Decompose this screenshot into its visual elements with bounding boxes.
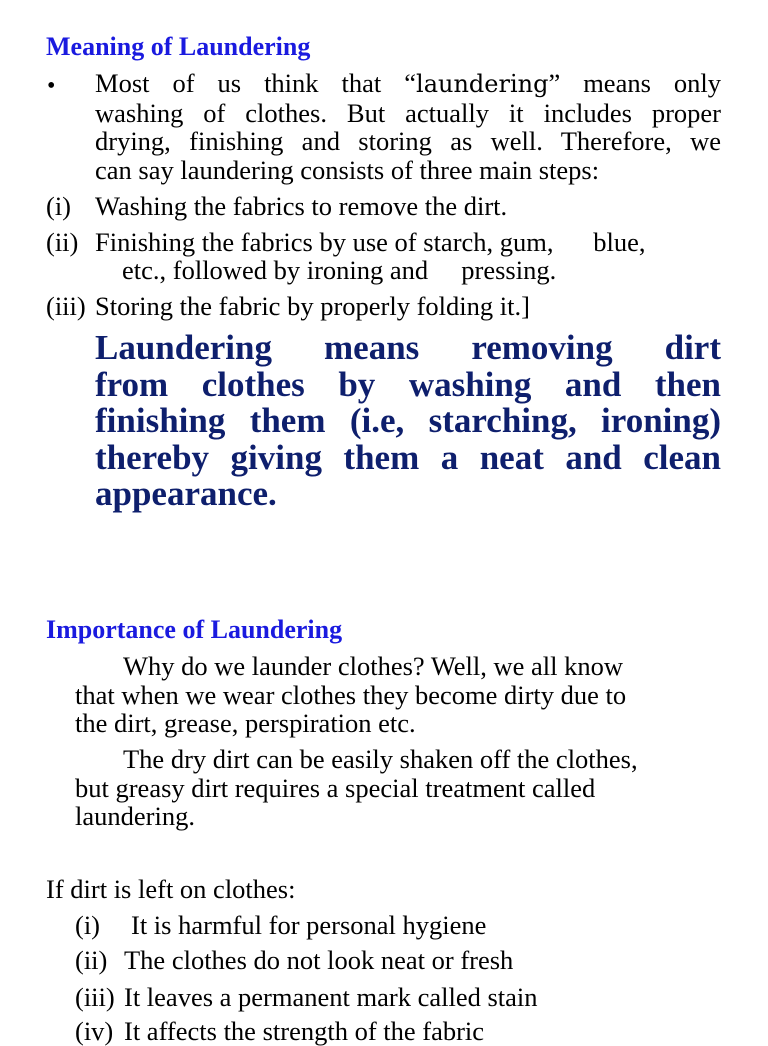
effect-1-number: (i) [75, 910, 101, 940]
intro-line-3: drying, finishing and storing as well. Therefore, we [95, 126, 721, 157]
effect-2-number: (ii) [75, 945, 108, 975]
effect-1-text: It is harmful for personal hygiene [131, 910, 487, 940]
heading-meaning-of-laundering: Meaning of Laundering [46, 32, 311, 61]
effect-4-clipped [75, 1016, 595, 1046]
definition-line-1: Laundering means removing dirt [95, 328, 721, 367]
definition-line-4: thereby giving them a neat and clean [95, 437, 721, 477]
step-1-text: Washing the fabrics to remove the dirt. [95, 191, 508, 221]
para2-line-1: The dry dirt can be easily shaken off the clothes, [123, 744, 638, 774]
importance-paragraph-2 [75, 745, 638, 831]
para1-line-3: the dirt, grease, perspiration etc. [75, 708, 416, 738]
bullet-marker: • [47, 73, 56, 99]
para1-line-2: that when we wear clothes they become dirty due to [75, 679, 627, 710]
effect-3-text: It leaves a permanent mark called stain [124, 982, 538, 1012]
laundering-definition [95, 330, 721, 513]
para2-line-3: laundering. [75, 801, 195, 831]
intro-line-4: can say laundering consists of three main steps: [95, 155, 600, 186]
effect-4-text: It affects the strength of the fabric [124, 1016, 485, 1046]
effect-2-text: The clothes do not look neat or fresh [124, 945, 514, 975]
step-3-number: (iii) [46, 291, 86, 321]
if-dirt-left-intro: If dirt is left on clothes: [46, 874, 296, 904]
definition-line-3: finishing them (i.e, starching, ironing) [95, 401, 721, 440]
definition-line-5: appearance. [95, 474, 277, 513]
step-3-text: Storing the fabric by properly folding it.] [95, 291, 530, 321]
para2-line-2: but greasy dirt requires a special treatment called [75, 772, 596, 803]
effect-3-number: (iii) [75, 982, 115, 1012]
step-2-number: (ii) [46, 227, 79, 257]
definition-line-2: from clothes by washing and then [95, 364, 721, 404]
intro-line-2: washing of clothes. But actually it includes proper [95, 97, 721, 128]
para1-line-1: Why do we launder clothes? Well, we all know [123, 651, 623, 681]
importance-paragraph-1 [75, 652, 626, 738]
intro-line-1: Most of us think that “laundering” means only [95, 68, 721, 98]
step-1-number: (i) [46, 191, 72, 221]
step-2-continuation: etc., followed by ironing and pressing. [122, 255, 557, 285]
step-2-text: Finishing the fabrics by use of starch, gum, blue, [95, 227, 646, 257]
effect-4-number: (iv) [75, 1016, 114, 1046]
heading-importance-of-laundering: Importance of Laundering [46, 615, 343, 644]
intro-paragraph [95, 69, 721, 185]
laundering-keyword: laundering [416, 70, 549, 98]
